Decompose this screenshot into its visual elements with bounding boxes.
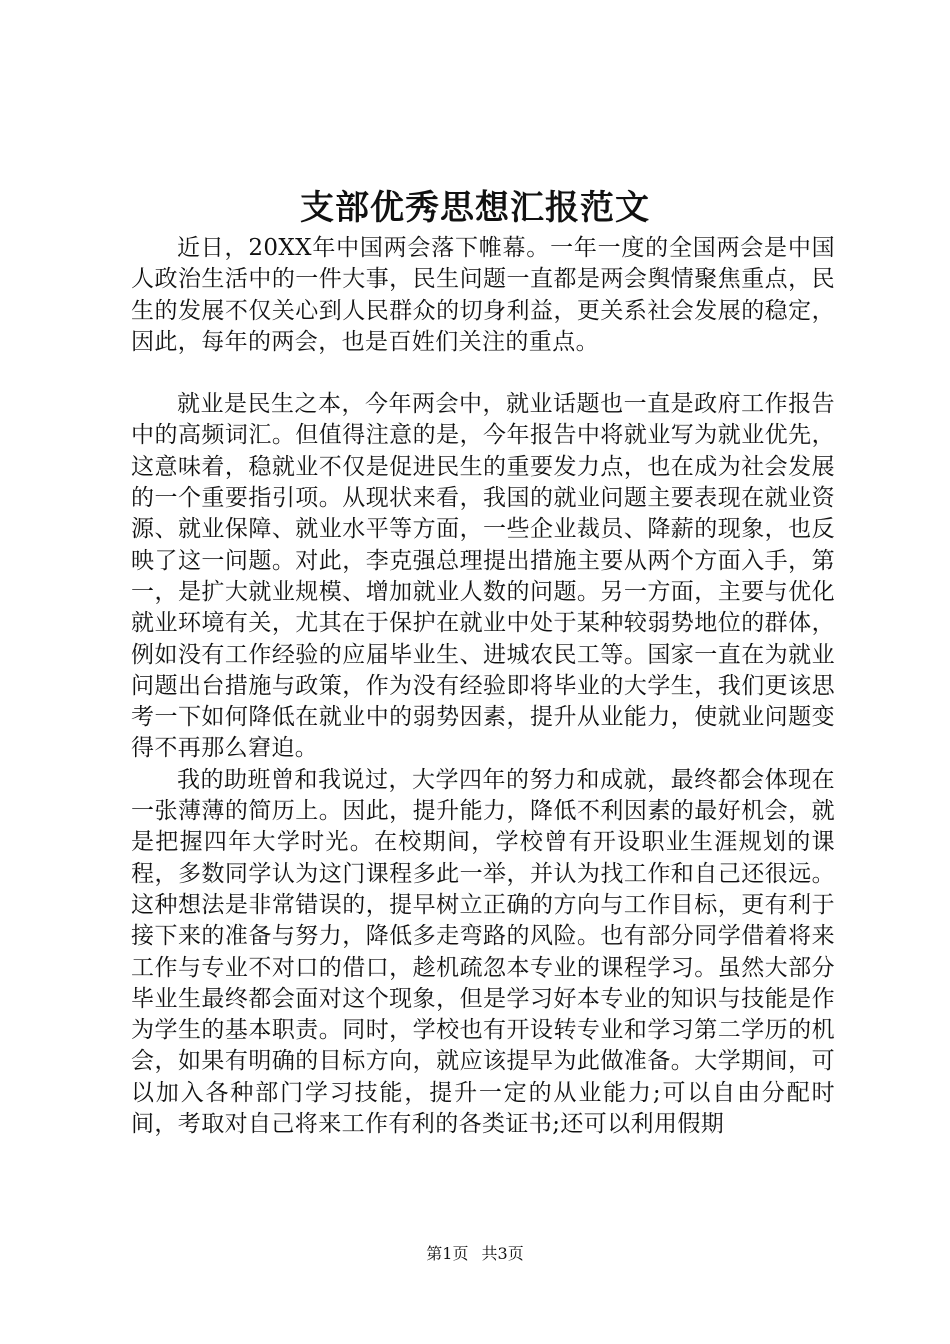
document-title: 支部优秀思想汇报范文: [300, 188, 650, 228]
paragraph-college: 我的助班曾和我说过，大学四年的努力和成就，最终都会体现在一张薄薄的简历上。因此，提升能力，降低不利因素的最好机会，就是把握四年大学时光。在校期间，学校曾有开设职业生涯规划的课程，多数同学认为这门课程多此一举，并认为找工作和自己还很远。这种想法是非常错误的，提早树立正确的方向与工作目标，更有利于接下来的准备与努力，降低多走弯路的风险。也有部分同学借着将来工作与专业不对口的借口，趁机疏忽本专业的课程学习。虽然大部分毕业生最终都会面对这个现象，但是学习好本专业的知识与技能是作为学生的基本职责。同时，学校也有开设转专业和学习第二学历的机会，如果有明确的目标方向，就应该提早为此做准备。大学期间，可以加入各种部门学习技能，提升一定的从业能力;可以自由分配时间，考取对自己将来工作有利的各类证书;还可以利用假期: [131, 766, 835, 1138]
document-body: [131, 233, 835, 1140]
page-total: 共3页: [481, 1244, 524, 1263]
paragraph-spacer: [131, 358, 835, 389]
paragraph-intro: 近日，20XX年中国两会落下帷幕。一年一度的全国两会是中国人政治生活中的一件大事，民生问题一直都是两会舆情聚焦重点，民生的发展不仅关心到人民群众的切身利益，更关系社会发展的稳定，因此，每年的两会，也是百姓们关注的重点。: [131, 235, 835, 355]
paragraph-employment: 就业是民生之本，今年两会中，就业话题也一直是政府工作报告中的高频词汇。但值得注意的是，今年报告中将就业写为就业优先，这意味着，稳就业不仅是促进民生的重要发力点，也在成为社会发展的一个重要指引项。从现状来看，我国的就业问题主要表现在就业资源、就业保障、就业水平等方面，一些企业裁员、降薪的现象，也反映了这一问题。对此，李克强总理提出措施主要从两个方面入手，第一，是扩大就业规模、增加就业人数的问题。另一方面，主要与优化就业环境有关，尤其在于保护在就业中处于某种较弱势地位的群体，例如没有工作经验的应届毕业生、进城农民工等。国家一直在为就业问题出台措施与政策，作为没有经验即将毕业的大学生，我们更该思考一下如何降低在就业中的弱势因素，提升从业能力，使就业问题变得不再那么窘迫。: [131, 391, 835, 762]
page-footer: [0, 1242, 950, 1266]
page-number: 第1页: [426, 1244, 469, 1263]
